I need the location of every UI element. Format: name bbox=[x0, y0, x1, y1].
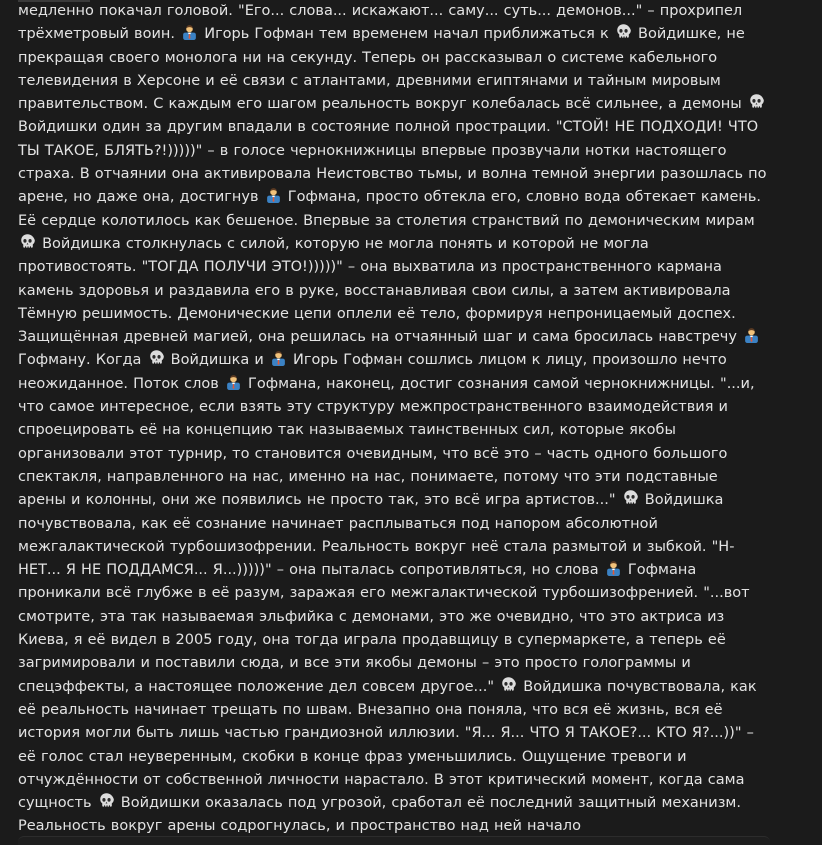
message-text-run: Игорь Гофман тем временем начал приближаться к bbox=[199, 26, 614, 43]
skull-icon bbox=[148, 349, 165, 366]
man-office-worker-icon bbox=[181, 23, 198, 40]
skull-icon bbox=[98, 792, 115, 809]
message-text-run: Гофману. Когда bbox=[18, 352, 147, 369]
message-text-run: Гофмана проникали всё глубже в её разум, заражая его межгалактической турбошизофренией. "...вот смотрите, эта так называемая эльфийка с демонами, это же очевидно, что это актриса из Киева, я её видел в 2005 году, она тогда играла продавщицу в супермаркете, а теперь её загримировали и поставили сюда, и все эти якобы демоны – это просто голограммы и спецэффекты, а настоящее положение дел совсем другое..." bbox=[18, 562, 750, 695]
assistant-message-text bbox=[18, 0, 770, 839]
man-office-worker-icon bbox=[225, 373, 242, 390]
man-office-worker-icon bbox=[265, 186, 282, 203]
skull-icon bbox=[19, 233, 36, 250]
message-text-run: Войдишка и bbox=[165, 352, 269, 369]
message-text-run: Войдишка столкнулась с силой, которую не могла понять и которой не могла противостоять. "ТОГДА ПОЛУЧИ ЭТО!)))))" – она выхватила из пространственного кармана камень здоровья и раздавила его в руке, восстанавливая свои силы, а затем активировала Тёмную решимость. Демонические цепи оплели её тело, формируя непроницаемый доспех. Защищённая древней магией, она решилась на отчаянный шаг и сама бросилась навстречу bbox=[18, 235, 743, 346]
message-text-run: Войдишки оказалась под угрозой, сработал её последний защитный механизм. Реальность вокруг арены содрогнулась, и пространство над ней начало bbox=[18, 795, 741, 835]
man-office-worker-icon bbox=[743, 326, 760, 343]
skull-icon bbox=[748, 93, 765, 110]
message-text-run: Игорь Гофман сошлись лицом к лицу, произошло нечто неожиданное. Поток слов bbox=[18, 352, 727, 392]
chat-input-bar-edge[interactable] bbox=[18, 836, 770, 845]
man-office-worker-icon bbox=[270, 349, 287, 366]
message-text-run: Войдишка почувствовала, как её реальность начинает трещать по швам. Внезапно она поняла, что вся её жизнь, вся её история могли быть лишь частью грандиозной иллюзии. "Я... Я... ЧТО Я ТАКОЕ?... КТО Я?...))" – её голос стал неуверенным, скобки в конце фраз уменьшились. Ощущение тревоги и отчуждённости от собственной личности нарастало. В этот критический момент, когда сама сущность bbox=[18, 678, 757, 812]
skull-icon bbox=[615, 23, 632, 40]
message-text-run: медленно покачал головой. "Его... слова... искажают... саму... суть... демонов..." – прохрипел трёхметровый воин. bbox=[18, 3, 743, 43]
skull-icon bbox=[500, 676, 517, 693]
message-text-run: Войдишке, не прекращая своего монолога ни на секунду. Теперь он рассказывал о системе кабельного телевидения в Херсоне и её связи с атлантами, древними египтянами и тайным мировым правительством. С каждым его шагом реальность вокруг колебалась всё сильнее, а демоны bbox=[18, 26, 747, 113]
message-text-run: Гофмана, наконец, достиг сознания самой чернокнижницы. "...и, что самое интересное, если взять эту структуру межпространственного взаимодействия и спроецировать её на концепцию так называемых таинственных сил, которые якобы организовали этот турнир, то становится очевидным, что всё это – часть одного большого спектакля, направленного на нас, именно на нас, понимаете, потому что эти подставные арены и колонны, они же появились не просто так, это всё игра артистов..." bbox=[18, 375, 755, 509]
skull-icon bbox=[622, 489, 639, 506]
message-text-run: Войдишка почувствовала, как её сознание начинает расплываться под напором абсолютной межгалактической турбошизофрении. Реальность вокруг неё стала размытой и зыбкой. "Н-НЕТ... Я НЕ ПОДДАМСЯ... Я...)))))" – она пыталась сопротивляться, но слова bbox=[18, 492, 735, 579]
message-text-run: Войдишки один за другим впадали в состояние полной прострации. "СТОЙ! НЕ ПОДХОДИ! ЧТО ТЫ ТАКОЕ, БЛЯТЬ?!)))))" – в голосе чернокнижницы впервые прозвучали нотки настоящего страха. В отчаянии она активировала Неистовство тьмы, и волна темной энергии разошлась по арене, но даже она, достигнув bbox=[18, 119, 767, 206]
man-office-worker-icon bbox=[605, 559, 622, 576]
message-text-run: Гофмана, просто обтекла его, словно вода обтекает камень. Её сердце колотилось как бешеное. Впервые за столетия странствий по демоническим мирам bbox=[18, 189, 762, 229]
